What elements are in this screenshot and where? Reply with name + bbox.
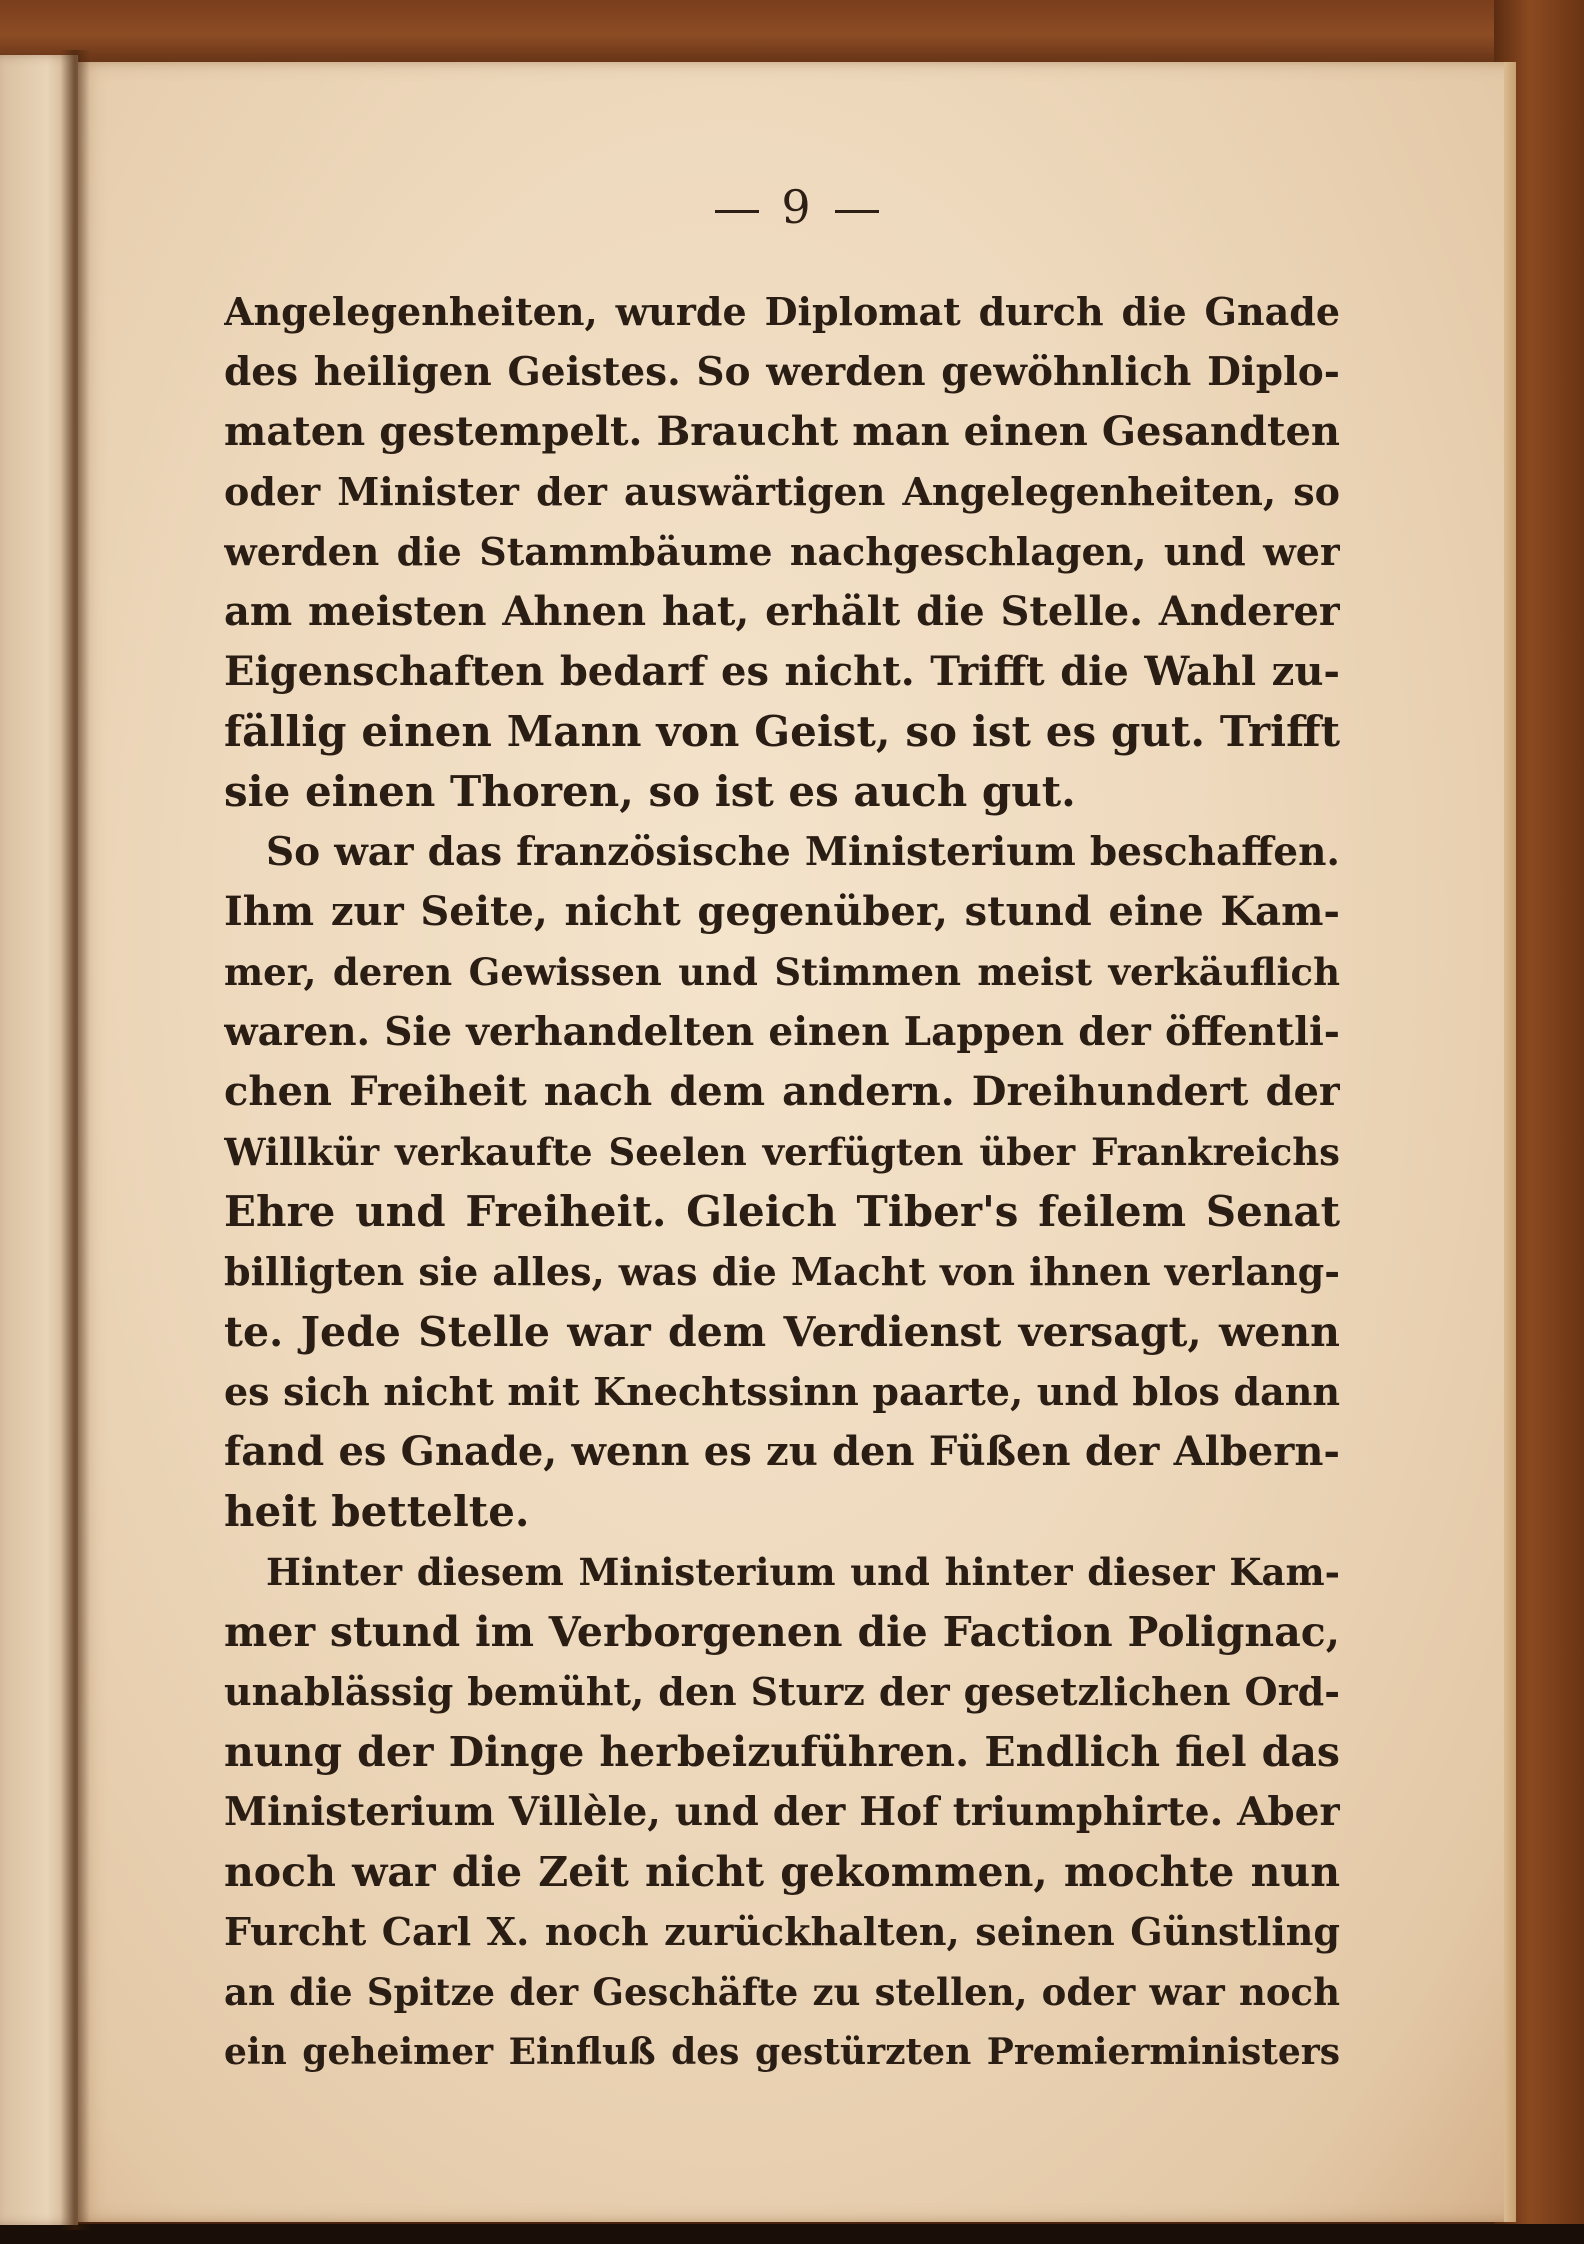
text-line: des heiligen Geistes. So werden gewöhnlich Diplo- <box>224 349 1340 395</box>
text-line: Willkür verkaufte Seelen verfügten über Frankreichs <box>224 1130 1340 1174</box>
header-dash-left <box>715 210 759 213</box>
text-line: Ihm zur Seite, nicht gegenüber, stund eine Kam- <box>224 888 1340 935</box>
text-line: chen Freiheit nach dem andern. Dreihundert der <box>224 1068 1340 1115</box>
text-line: nung der Dinge herbeizuführen. Endlich fiel das <box>224 1728 1340 1776</box>
page-number: 9 <box>781 180 813 234</box>
book-cover-top-edge <box>0 0 1584 70</box>
text-line: maten gestempelt. Braucht man einen Gesandten <box>224 408 1340 455</box>
text-line: waren. Sie verhandelten einen Lappen der öffentli- <box>224 1009 1340 1055</box>
text-line: es sich nicht mit Knechtssinn paarte, und blos dann <box>224 1369 1340 1414</box>
text-line: werden die Stammbäume nachgeschlagen, und wer <box>224 529 1340 574</box>
text-line: fand es Gnade, wenn es zu den Füßen der Albern- <box>224 1428 1340 1475</box>
text-line: sie einen Thoren, so ist es auch gut. <box>224 767 1076 816</box>
header-dash-right <box>835 210 879 213</box>
text-line: heit bettelte. <box>224 1487 530 1536</box>
book-cover-bottom-edge <box>0 2224 1584 2244</box>
text-line: unablässig bemüht, den Sturz der gesetzlichen Ord- <box>224 1669 1340 1714</box>
text-line: Ministerium Villèle, und der Hof triumphirte. Aber <box>224 1789 1340 1835</box>
text-line: noch war die Zeit nicht gekommen, mochte nun <box>224 1848 1340 1896</box>
text-line: billigten sie alles, was die Macht von ihnen verlang- <box>224 1249 1340 1294</box>
text-line: am meisten Ahnen hat, erhält die Stelle. Anderer <box>224 588 1340 635</box>
text-line: ein geheimer Einfluß des gestürzten Premierministers <box>224 2031 1340 2073</box>
text-line: mer, deren Gewissen und Stimmen meist verkäuflich <box>224 950 1340 994</box>
text-line: mer stund im Verborgenen die Faction Polignac, <box>224 1608 1340 1656</box>
text-line: oder Minister der auswärtigen Angelegenheiten, so <box>224 469 1340 514</box>
page-fore-edge <box>1504 62 1516 2222</box>
text-line: an die Spitze der Geschäfte zu stellen, oder war noch <box>224 1970 1340 2014</box>
text-line: Furcht Carl X. noch zurückhalten, seinen Günstling <box>224 1909 1340 1954</box>
page-header <box>78 180 1516 234</box>
text-line: Hinter diesem Ministerium und hinter dieser Kam- <box>266 1550 1340 1594</box>
text-line: Eigenschaften bedarf es nicht. Trifft die Wahl zu- <box>224 648 1340 695</box>
text-line: Angelegenheiten, wurde Diplomat durch die Gnade <box>224 289 1340 334</box>
text-line: fällig einen Mann von Geist, so ist es gut. Trifft <box>224 707 1340 756</box>
text-line: So war das französische Ministerium beschaffen. <box>266 829 1340 875</box>
text-line: te. Jede Stelle war dem Verdienst versagt, wenn <box>224 1308 1340 1356</box>
book-gutter <box>60 50 90 2230</box>
text-line: Ehre und Freiheit. Gleich Tiber's feilem Senat <box>224 1187 1340 1236</box>
body-text <box>224 282 1340 2082</box>
